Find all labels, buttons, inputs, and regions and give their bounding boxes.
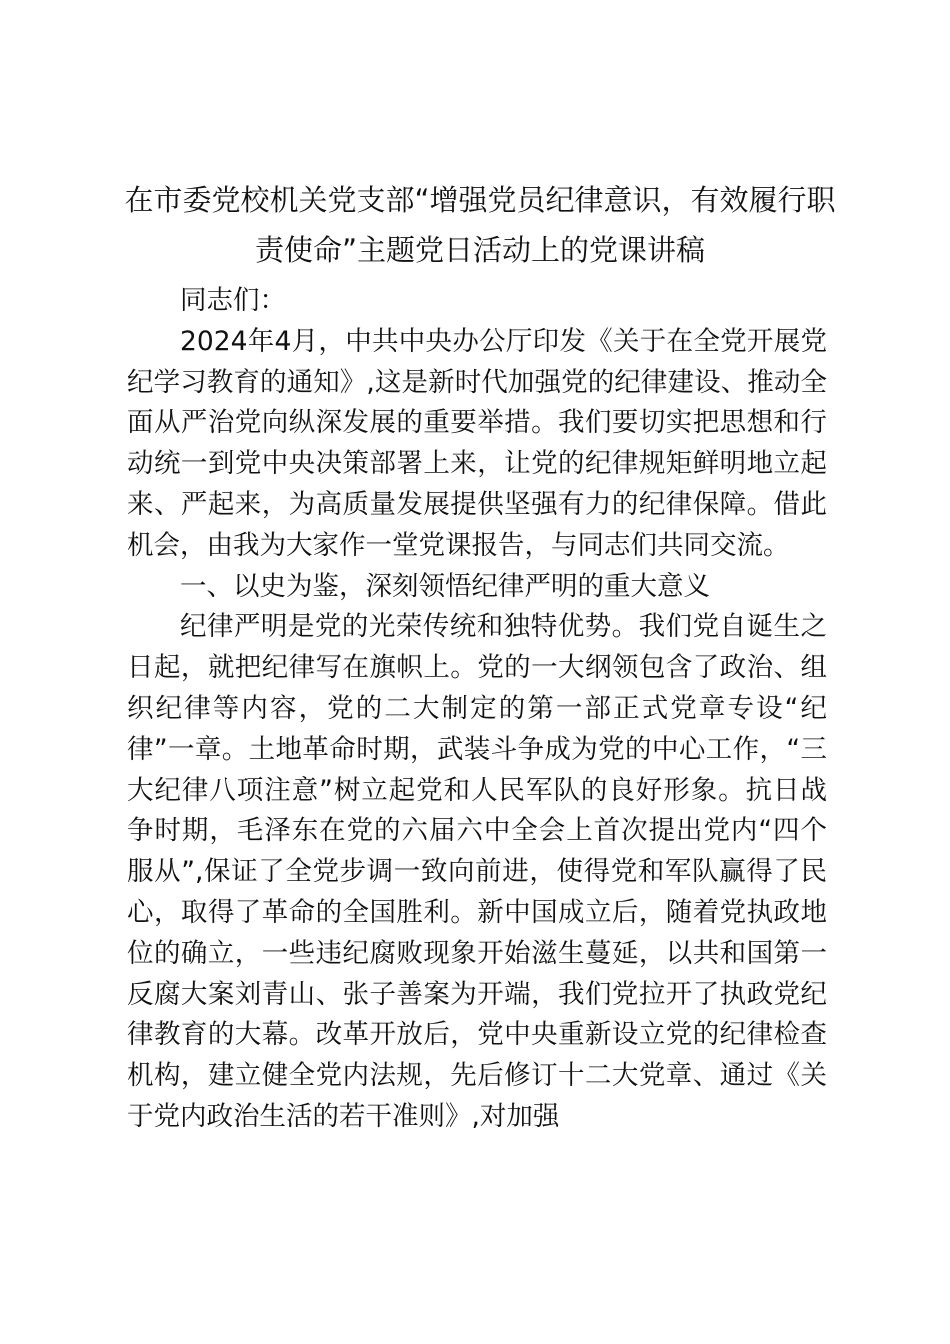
section-heading-1: 一、以史为鉴，深刻领悟纪律严明的重大意义: [180, 570, 710, 602]
document-title: 在市委党校机关党支部“增强党员纪律意识，有效履行职责使命”主题党日活动上的党课讲稿: [124, 183, 836, 267]
paragraph-discipline-history: 纪律严明是党的光荣传统和独特优势。我们党自诞生之日起，就把纪律写在旗帜上。党的一大纲领包含了政治、组织纪律等内容，党的二大制定的第一部正式党章专设“纪律”一章。土地革命时期，武装斗争成为党的中心工作，“三大纪律八项注意”树立起党和人民军队的良好形象。抗日战争时期，毛泽东在党的六届六中全会上首次提出党内“四个服从”,保证了全党步调一致向前进，使得党和军队赢得了民心，取得了革命的全国胜利。新中国成立后，随着党执政地位的确立，一些违纪腐败现象开始滋生蔓延，以共和国第一反腐大案刘青山、张子善案为开端，我们党拉开了执政党纪律教育的大幕。改革开放后，党中央重新设立党的纪律检查机构，建立健全党内法规，先后修订十二大党章、通过《关于党内政治生活的若干准则》,对加强: [127, 611, 827, 1132]
salutation: 同志们：: [180, 285, 286, 316]
paragraph-intro: 2024年4月，中共中央办公厅印发《关于在全党开展党纪学习教育的通知》,这是新时代加强党的纪律建设、推动全面从严治党向纵深发展的重要举措。我们要切实把思想和行动统一到党中央决策部署上来，让党的纪律规矩鲜明地立起来、严起来，为高质量发展提供坚强有力的纪律保障。借此机会，由我为大家作一堂党课报告，与同志们共同交流。: [127, 325, 827, 561]
document-body: [127, 281, 827, 1138]
